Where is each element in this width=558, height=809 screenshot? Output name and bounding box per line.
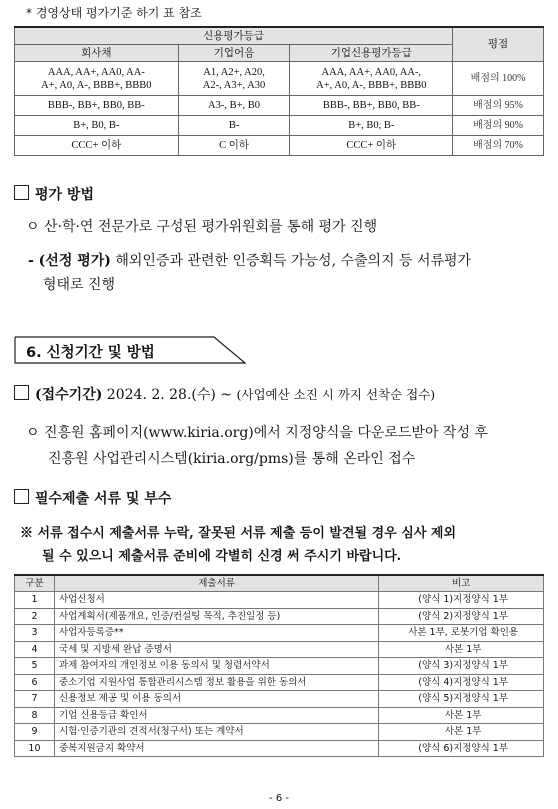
cell-company-bond: CCC+ 이하: [15, 136, 179, 156]
cell-remark: (양식 6)지정양식 1부: [379, 740, 544, 757]
cell-remark: (양식 5)지정양식 1부: [379, 691, 544, 708]
eval-method-line2-cont: 형태로 진행: [43, 277, 116, 293]
cell-document: 신용정보 제공 및 이용 동의서: [54, 691, 378, 708]
cell-no: 5: [15, 658, 55, 675]
cell-remark: (양식 2)지정양식 1부: [379, 608, 544, 625]
table-row: [15, 658, 544, 675]
cell-no: 1: [15, 592, 55, 609]
cell-commercial-paper: A3-, B+, B0: [178, 96, 290, 116]
eval-method-line1: ㅇ 산·학·연 전문가로 구성된 평가위원회를 통해 평가 진행: [26, 219, 378, 235]
cell-document: 과제 참여자의 개인정보 이용 동의서 및 청렴서약서: [54, 658, 378, 675]
cell-no: 7: [15, 691, 55, 708]
checkbox-square-icon: [14, 489, 29, 504]
credit-grade-table: [14, 26, 544, 156]
cell-no: 4: [15, 641, 55, 658]
cell-remark: 사본 1부: [379, 724, 544, 741]
apply-period: (접수기간) 2024. 2. 28.(수) ~ (사업예산 소진 시 까지 선착순 접수): [14, 384, 435, 404]
table-row: [15, 625, 544, 642]
table-row: [15, 724, 544, 741]
eval-method-heading: 평가 방법: [14, 184, 94, 204]
table-row: [15, 592, 544, 609]
warning-line2: 될 수 있으니 제출서류 준비에 각별히 신경 써 주시기 바랍니다.: [42, 549, 402, 564]
table-row: [15, 707, 544, 724]
cell-corporate-credit: BBB-, BB+, BB0, BB-: [290, 96, 453, 116]
apply-method-line1: ㅇ 진흥원 홈페이지(www.kiria.org)에서 지정양식을 다운로드받아 작성 후: [26, 425, 488, 441]
cell-company-bond: BBB-, BB+, BB0, BB-: [15, 96, 179, 116]
cell-remark: 사본 1부: [379, 641, 544, 658]
table-row: [15, 62, 544, 96]
cell-corporate-credit: CCC+ 이하: [290, 136, 453, 156]
cell-document: 기업 신용등급 확인서: [54, 707, 378, 724]
table-row: [15, 641, 544, 658]
table-row: [15, 691, 544, 708]
cell-no: 10: [15, 740, 55, 757]
cell-corporate-credit: AAA, AA+, AA0, AA-, A+, A0, A-, BBB+, BBB0: [290, 62, 453, 96]
table-row: [15, 116, 544, 136]
table-row: [15, 674, 544, 691]
header-document: 제출서류: [54, 575, 378, 592]
table-row: [15, 96, 544, 116]
cell-remark: 사본 1부, 로봇기업 확인용: [379, 625, 544, 642]
table-row: [15, 740, 544, 757]
eval-method-line2: - (선정 평가) 해외인증과 관련한 인증획득 가능성, 수출의지 등 서류평가: [28, 253, 472, 269]
cell-no: 8: [15, 707, 55, 724]
required-docs-heading: 필수제출 서류 및 부수: [14, 488, 171, 508]
cell-document: 사업자등록증**: [54, 625, 378, 642]
cell-score: 배점의 95%: [453, 96, 544, 116]
header-score: 평점: [453, 27, 544, 62]
header-corporate-credit: 기업신용평가등급: [290, 45, 453, 62]
cell-remark: (양식 4)지정양식 1부: [379, 674, 544, 691]
chapter-heading: 6. 신청기간 및 방법: [14, 336, 246, 364]
cell-no: 3: [15, 625, 55, 642]
cell-document: 사업계획서(제품개요, 인증/컨설팅 목적, 추진일정 등): [54, 608, 378, 625]
cell-score: 배점의 70%: [453, 136, 544, 156]
cell-document: 중복지원금지 확약서: [54, 740, 378, 757]
table-note: * 경영상태 평가기준 하기 표 참조: [26, 6, 202, 20]
table-row: [15, 136, 544, 156]
header-credit-grade: 신용평가등급: [15, 27, 453, 45]
cell-remark: (양식 1)지정양식 1부: [379, 592, 544, 609]
cell-document: 사업신청서: [54, 592, 378, 609]
cell-company-bond: B+, B0, B-: [15, 116, 179, 136]
cell-no: 2: [15, 608, 55, 625]
required-docs-table: [14, 574, 544, 757]
cell-score: 배점의 100%: [453, 62, 544, 96]
checkbox-square-icon: [14, 385, 29, 400]
header-company-bond: 회사채: [15, 45, 179, 62]
cell-company-bond: AAA, AA+, AA0, AA- A+, A0, A-, BBB+, BBB0: [15, 62, 179, 96]
header-remark: 비고: [379, 575, 544, 592]
cell-no: 6: [15, 674, 55, 691]
warning-line1: ※ 서류 접수시 제출서류 누락, 잘못된 서류 제출 등이 발견될 경우 심사 제외: [20, 526, 457, 541]
cell-corporate-credit: B+, B0, B-: [290, 116, 453, 136]
header-no: 구분: [15, 575, 55, 592]
cell-document: 중소기업 지원사업 통합관리시스템 정보 활용을 위한 동의서: [54, 674, 378, 691]
checkbox-square-icon: [14, 185, 29, 200]
cell-document: 국세 및 지방세 완납 증명서: [54, 641, 378, 658]
cell-remark: (양식 3)지정양식 1부: [379, 658, 544, 675]
apply-method-line2: 진흥원 사업관리시스템(kiria.org/pms)를 통해 온라인 접수: [48, 451, 416, 467]
cell-score: 배점의 90%: [453, 116, 544, 136]
header-commercial-paper: 기업어음: [178, 45, 290, 62]
cell-commercial-paper: C 이하: [178, 136, 290, 156]
page-number: - 6 -: [269, 793, 289, 804]
cell-commercial-paper: B-: [178, 116, 290, 136]
cell-no: 9: [15, 724, 55, 741]
cell-commercial-paper: A1, A2+, A20, A2-, A3+, A30: [178, 62, 290, 96]
table-row: [15, 608, 544, 625]
cell-remark: 사본 1부: [379, 707, 544, 724]
cell-document: 시험·인증기관의 견적서(청구서) 또는 계약서: [54, 724, 378, 741]
